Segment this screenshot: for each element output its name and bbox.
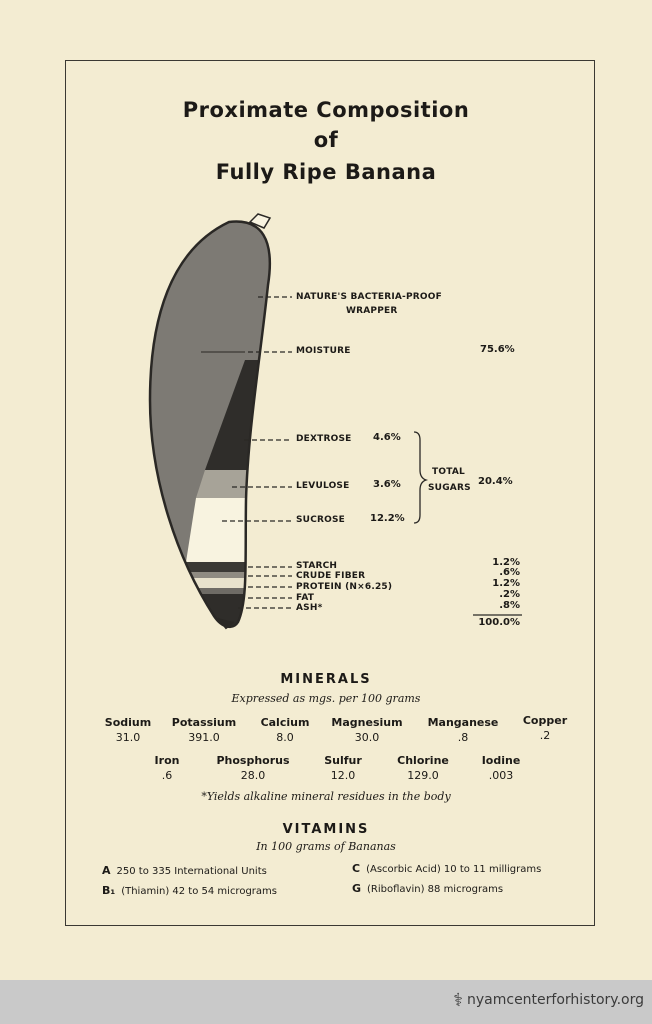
mineral-name: Magnesium xyxy=(331,716,403,729)
moisture-label: MOISTURE xyxy=(296,346,351,356)
minerals-footnote: *Yields alkaline mineral residues in the body xyxy=(201,790,451,803)
levulose-region xyxy=(196,470,260,498)
mineral-iodine xyxy=(456,754,546,782)
watermark-text: nyamcenterforhistory.org xyxy=(467,992,644,1008)
fat-value: .2% xyxy=(499,589,520,600)
dextrose-label: DEXTROSE xyxy=(296,434,352,444)
crude-fiber-region xyxy=(140,572,280,578)
vitamin-a xyxy=(102,864,267,877)
mineral-calcium xyxy=(240,716,330,744)
ash-value: .8% xyxy=(499,600,520,611)
mineral-name: Copper xyxy=(522,714,568,727)
mineral-name: Calcium xyxy=(260,716,310,729)
mineral-phosphorus xyxy=(208,754,298,782)
fat-region xyxy=(140,588,280,594)
mineral-name: Phosphorus xyxy=(216,754,290,767)
total-value: 100.0% xyxy=(478,617,520,628)
wrapper-label-line-2: WRAPPER xyxy=(346,306,398,316)
vitamins-heading: VITAMINS xyxy=(282,822,370,837)
mineral-name: Chlorine xyxy=(397,754,449,767)
mineral-value: 30.0 xyxy=(354,731,380,744)
mineral-value: 28.0 xyxy=(240,769,266,782)
vitamin-text: 250 to 335 International Units xyxy=(116,866,267,877)
ash-region xyxy=(140,594,280,634)
caduceus-icon: ⚕ xyxy=(453,990,463,1011)
mineral-value: 12.0 xyxy=(330,769,356,782)
vitamin-g xyxy=(352,882,503,895)
total-sugars-label-1: TOTAL xyxy=(432,467,465,477)
vitamin-c xyxy=(352,862,541,875)
page-title-line-2: of xyxy=(313,128,339,152)
moisture-value: 75.6% xyxy=(480,344,515,355)
protein-value: 1.2% xyxy=(492,578,520,589)
mineral-chlorine xyxy=(378,754,468,782)
total-sugars-value: 20.4% xyxy=(478,476,513,487)
mineral-sulfur xyxy=(298,754,388,782)
page-title-line-3: Fully Ripe Banana xyxy=(215,160,437,184)
dextrose-value: 4.6% xyxy=(373,432,401,443)
mineral-value: .2 xyxy=(539,729,551,742)
starch-value: 1.2% xyxy=(492,557,520,568)
vitamin-letter: A xyxy=(102,864,111,877)
bottom-bar xyxy=(0,980,652,1024)
mineral-manganese xyxy=(418,716,508,744)
mineral-name: Iron xyxy=(154,754,180,767)
mineral-name: Manganese xyxy=(427,716,499,729)
protein-label: PROTEIN (N×6.25) xyxy=(296,582,393,592)
vitamin-letter: C xyxy=(352,862,361,875)
watermark[interactable] xyxy=(453,990,644,1011)
crude-fiber-label: CRUDE FIBER xyxy=(296,571,366,581)
page-title-line-1: Proximate Composition xyxy=(182,98,470,122)
fat-label: FAT xyxy=(296,593,315,603)
starch-label: STARCH xyxy=(296,561,338,571)
mineral-name: Potassium xyxy=(171,716,237,729)
wrapper-label-line-1: NATURE'S BACTERIA-PROOF xyxy=(296,292,442,302)
levulose-label: LEVULOSE xyxy=(296,481,350,491)
vitamin-text: (Riboflavin) 88 micrograms xyxy=(367,884,504,895)
vitamin-b1 xyxy=(102,884,277,897)
mineral-potassium xyxy=(159,716,249,744)
vitamin-letter: B₁ xyxy=(102,884,116,897)
mineral-value: .003 xyxy=(488,769,514,782)
vitamin-letter: G xyxy=(352,882,362,895)
mineral-value: .8 xyxy=(457,731,469,744)
mineral-value: 391.0 xyxy=(188,731,220,744)
minerals-heading: MINERALS xyxy=(280,672,372,687)
mineral-copper xyxy=(500,714,590,742)
ash-label: ASH* xyxy=(296,603,323,613)
mineral-name: Sodium xyxy=(104,716,152,729)
crude-fiber-value: .6% xyxy=(499,567,520,578)
mineral-value: 129.0 xyxy=(407,769,439,782)
sucrose-value: 12.2% xyxy=(370,513,405,524)
mineral-iron xyxy=(122,754,212,782)
vitamins-subheading: In 100 grams of Bananas xyxy=(256,840,396,853)
mineral-value: 8.0 xyxy=(276,731,294,744)
sucrose-region xyxy=(186,498,260,562)
vitamin-text: (Ascorbic Acid) 10 to 11 milligrams xyxy=(366,864,542,875)
sucrose-label: SUCROSE xyxy=(296,515,346,525)
minerals-subheading: Expressed as mgs. per 100 grams xyxy=(231,692,421,705)
mineral-name: Sulfur xyxy=(324,754,362,767)
mineral-magnesium xyxy=(322,716,412,744)
vitamin-text: (Thiamin) 42 to 54 micrograms xyxy=(121,886,277,897)
total-sugars-brace xyxy=(414,432,426,523)
total-sugars-label-2: SUGARS xyxy=(428,483,471,493)
mineral-value: 31.0 xyxy=(115,731,141,744)
mineral-value: .6 xyxy=(161,769,173,782)
levulose-value: 3.6% xyxy=(373,479,401,490)
mineral-name: Iodine xyxy=(481,754,521,767)
